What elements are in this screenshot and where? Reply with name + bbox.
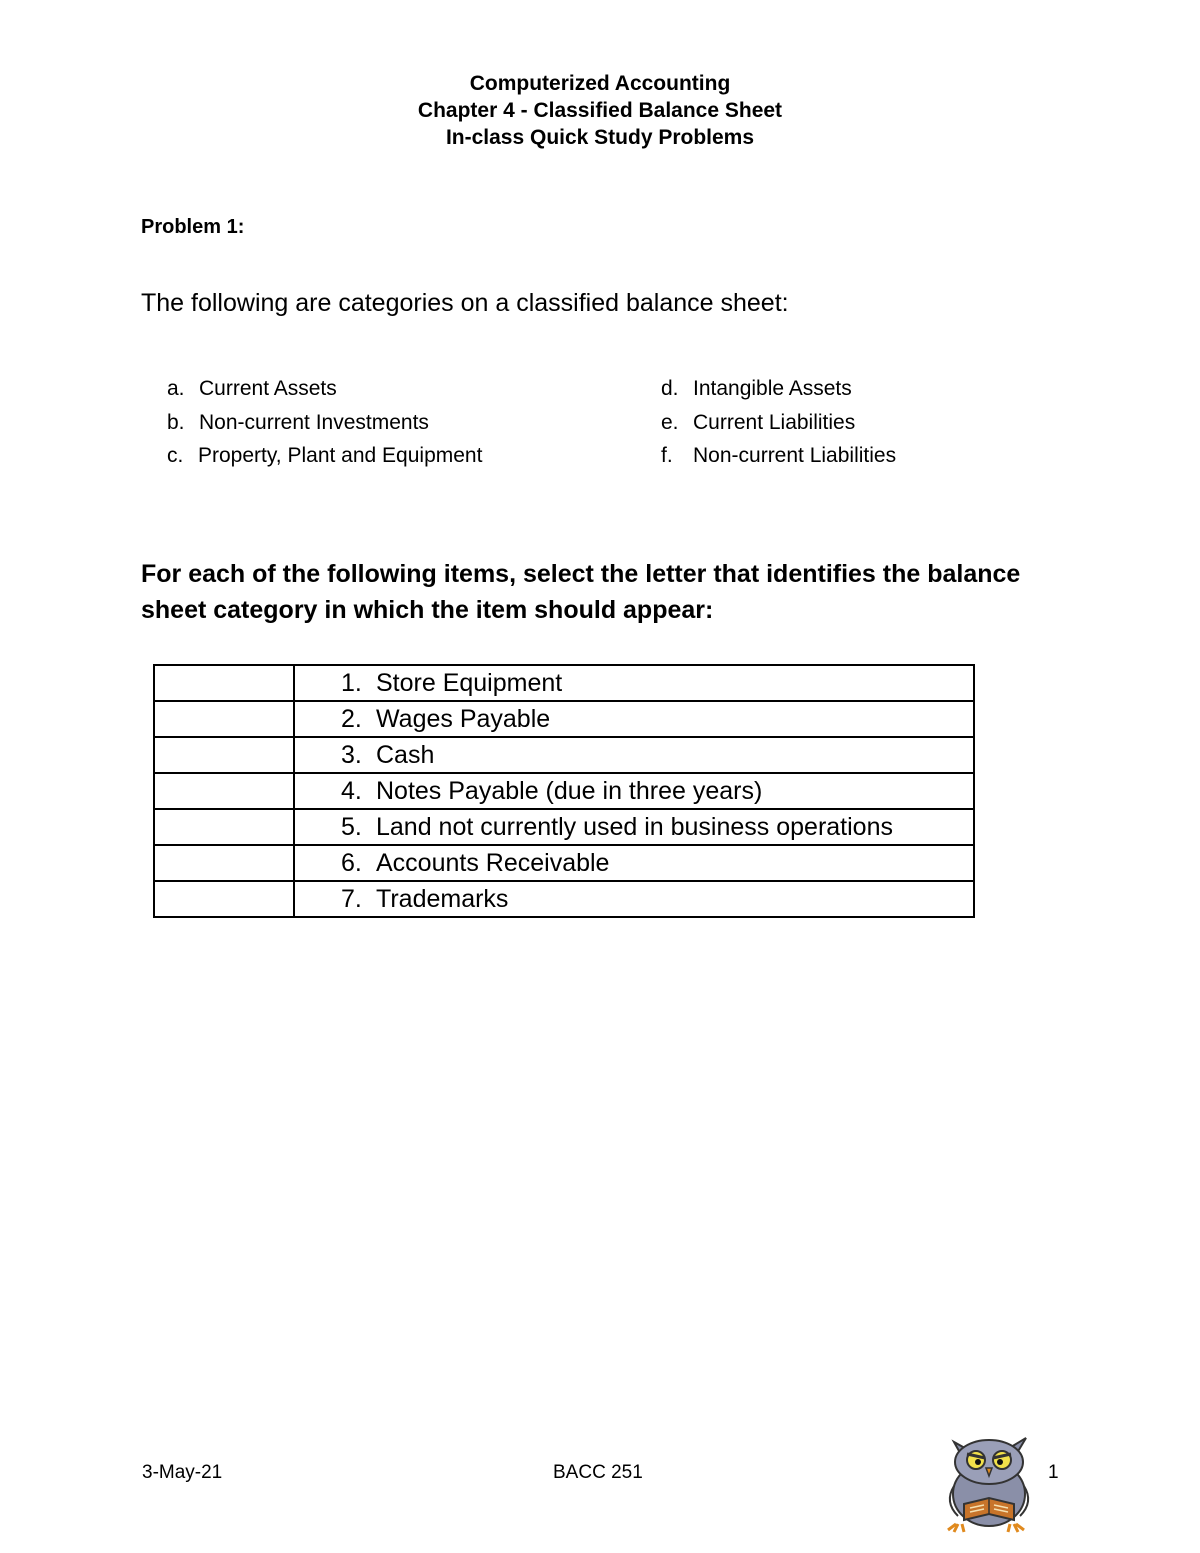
- item-text: Store Equipment: [376, 668, 563, 697]
- category-item: [167, 372, 482, 406]
- item-cell: [294, 881, 974, 917]
- answer-table: [153, 664, 975, 918]
- owl-reading-icon: [934, 1424, 1044, 1534]
- categories-left: [167, 372, 482, 473]
- answer-cell[interactable]: [154, 773, 294, 809]
- page-number: 1: [1048, 1462, 1059, 1483]
- category-item: [661, 372, 896, 406]
- document-header: [0, 70, 1200, 151]
- table-row: [154, 737, 974, 773]
- answer-cell[interactable]: [154, 845, 294, 881]
- table-row: [154, 881, 974, 917]
- category-item: [661, 406, 896, 440]
- category-text: Intangible Assets: [693, 377, 852, 400]
- category-text: Property, Plant and Equipment: [198, 444, 483, 467]
- item-text: Wages Payable: [376, 704, 551, 733]
- answer-cell[interactable]: [154, 665, 294, 701]
- category-item: [167, 439, 482, 473]
- category-text: Non-current Investments: [199, 410, 429, 434]
- item-cell: [294, 773, 974, 809]
- table-row: [154, 773, 974, 809]
- table-row: [154, 665, 974, 701]
- problem-label: Problem 1:: [141, 216, 245, 238]
- category-text: Current Liabilities: [693, 410, 856, 434]
- chapter-title: Chapter 4 - Classified Balance Sheet: [417, 99, 783, 122]
- item-cell: [294, 701, 974, 737]
- subtitle: In-class Quick Study Problems: [445, 126, 755, 149]
- item-number: 3.: [341, 740, 362, 769]
- category-item: [167, 406, 482, 440]
- category-text: Current Assets: [199, 377, 337, 400]
- item-number: 6.: [341, 848, 362, 877]
- item-cell: [294, 845, 974, 881]
- course-title: Computerized Accounting: [469, 72, 731, 95]
- instruction-text: For each of the following items, select the letter that identifies the balance sheet category in which the item should appear:: [141, 560, 1021, 624]
- footer-date: 3-May-21: [142, 1462, 223, 1483]
- item-text: Trademarks: [376, 884, 509, 913]
- item-number: 1.: [341, 668, 362, 697]
- category-letter: f.: [661, 444, 673, 467]
- category-letter: a.: [167, 377, 185, 400]
- item-cell: [294, 737, 974, 773]
- item-number: 5.: [341, 812, 362, 841]
- categories-right: [661, 372, 896, 473]
- answer-cell[interactable]: [154, 701, 294, 737]
- category-text: Non-current Liabilities: [693, 444, 897, 467]
- item-text: Cash: [376, 740, 435, 769]
- category-letter: e.: [661, 410, 679, 434]
- answer-cell[interactable]: [154, 881, 294, 917]
- item-cell: [294, 665, 974, 701]
- table-row: [154, 809, 974, 845]
- intro-text: The following are categories on a classified balance sheet:: [141, 289, 789, 317]
- category-letter: c.: [167, 444, 184, 467]
- item-number: 7.: [341, 884, 362, 913]
- item-text: Accounts Receivable: [376, 848, 610, 877]
- item-number: 2.: [341, 704, 362, 733]
- item-text: Land not currently used in business operations: [376, 812, 893, 841]
- answer-cell[interactable]: [154, 737, 294, 773]
- item-cell: [294, 809, 974, 845]
- item-text: Notes Payable (due in three years): [376, 776, 763, 805]
- category-item: [661, 439, 896, 473]
- item-number: 4.: [341, 776, 362, 805]
- footer-course: BACC 251: [553, 1462, 643, 1483]
- category-letter: d.: [661, 377, 679, 400]
- table-row: [154, 845, 974, 881]
- category-letter: b.: [167, 410, 185, 434]
- answer-cell[interactable]: [154, 809, 294, 845]
- table-row: [154, 701, 974, 737]
